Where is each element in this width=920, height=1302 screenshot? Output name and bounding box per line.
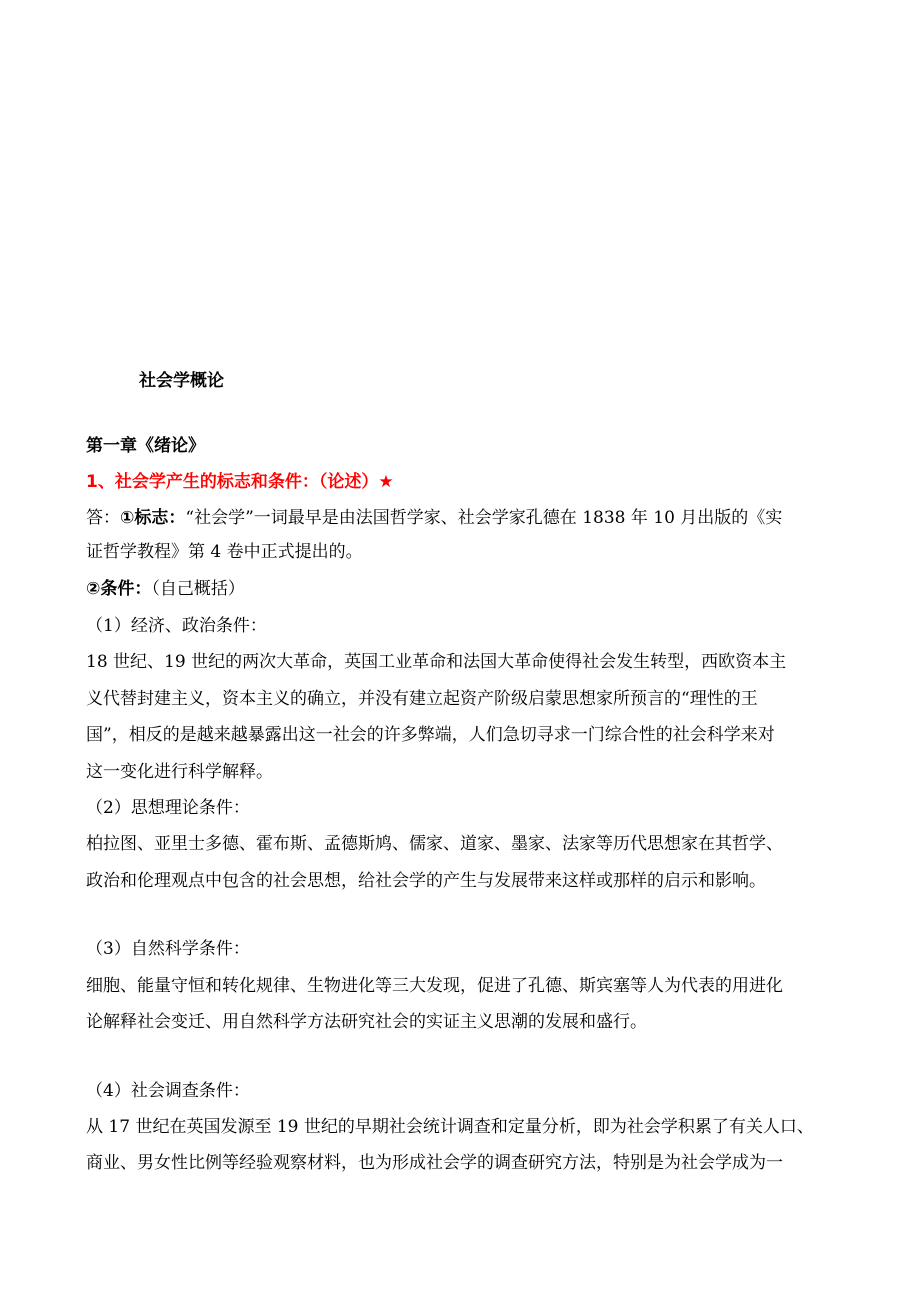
c2-heading: （2）思想理论条件： xyxy=(86,798,250,818)
condition-line xyxy=(86,577,245,601)
chapter-heading: 第一章《绪论》 xyxy=(86,436,205,456)
c1-paragraph-line: 18 世纪、19 世纪的两次大革命，英国工业革命和法国大革命使得社会发生转型，西欧资本主 xyxy=(86,652,787,672)
sign-text: “社会学”一词最早是由法国哲学家、社会学家孔德在 1838 年 10 月出版的《实 xyxy=(185,508,783,528)
c1-paragraph-line: 这一变化进行科学解释。 xyxy=(86,762,273,782)
c1-paragraph-line: 国”，相反的是越来越暴露出这一社会的许多弊端，人们急切寻求一门综合性的社会科学来对 xyxy=(86,725,775,745)
c4-heading: （4）社会调查条件： xyxy=(86,1081,250,1101)
c4-paragraph-line: 商业、男女性比例等经验观察材料，也为形成社会学的调查研究方法，特别是为社会学成为一 xyxy=(86,1153,783,1173)
c4-paragraph-line: 从 17 世纪在英国发源至 19 世纪的早期社会统计调查和定量分析，即为社会学积累了有关人口、 xyxy=(86,1117,814,1137)
answer-sign-line-2: 证哲学教程》第 4 卷中正式提出的。 xyxy=(86,542,363,562)
condition-note: （自己概括） xyxy=(151,579,245,599)
c3-paragraph-line: 细胞、能量守恒和转化规律、生物进化等三大发现，促进了孔德、斯宾塞等人为代表的用进化 xyxy=(86,976,783,996)
c2-paragraph-line: 政治和伦理观点中包含的社会思想，给社会学的产生与发展带来这样或那样的启示和影响。 xyxy=(86,871,766,891)
answer-prefix: 答： xyxy=(86,508,120,528)
doc-title: 社会学概论 xyxy=(139,371,224,391)
c3-paragraph-line: 论解释社会变迁、用自然科学方法研究社会的实证主义思潮的发展和盛行。 xyxy=(86,1012,647,1032)
condition-label: ②条件： xyxy=(86,579,152,599)
sign-label: ①标志： xyxy=(120,508,186,528)
answer-sign-line-1 xyxy=(86,506,782,530)
c2-paragraph-line: 柏拉图、亚里士多德、霍布斯、孟德斯鸠、儒家、道家、墨家、法家等历代思想家在其哲学、 xyxy=(86,834,783,854)
c1-paragraph-line: 义代替封建主义，资本主义的确立，并没有建立起资产阶级启蒙思想家所预言的“理性的王 xyxy=(86,689,758,709)
c1-heading: （1）经济、政治条件： xyxy=(86,616,267,636)
question-heading: 1、社会学产生的标志和条件：（论述）★ xyxy=(86,472,394,492)
c3-heading: （3）自然科学条件： xyxy=(86,939,250,959)
